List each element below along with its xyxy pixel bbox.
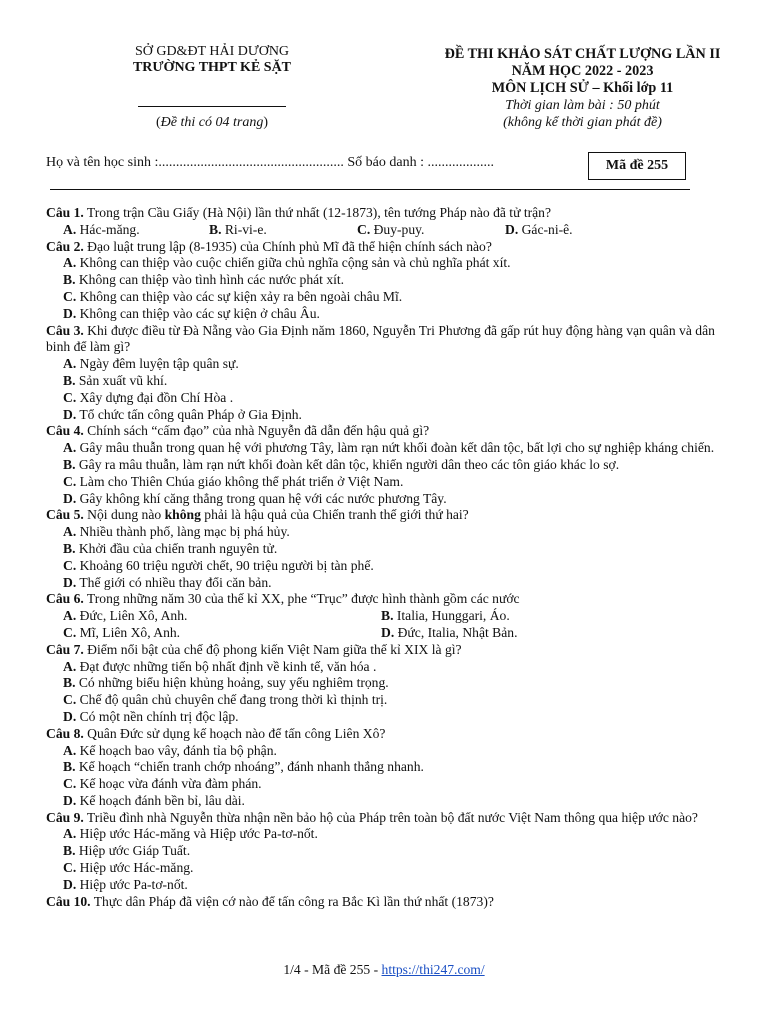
question-text: Thực dân Pháp đã viện cớ nào để tấn công ra Bắc Kì lần thứ nhất (1873)? xyxy=(90,893,494,909)
school-header xyxy=(92,44,332,131)
question-number: Câu 9. xyxy=(46,809,84,825)
option-d: D. Thế giới có nhiều thay đổi căn bản. xyxy=(63,574,272,590)
option-b: B. Gây ra mâu thuẫn, làm rạn nứt khối đoàn kết dân tộc, khiến người dân theo các tôn giáo khác lo sợ. xyxy=(63,456,620,472)
option-d: D. Gác-ni-ê. xyxy=(505,221,573,237)
header-rule xyxy=(50,189,690,190)
school-name: TRƯỜNG THPT KẺ SẶT xyxy=(132,60,292,75)
options-row xyxy=(46,608,736,625)
option-b: B. Không can thiệp vào tình hình các nước phát xít. xyxy=(63,272,345,288)
department-name: SỞ GD&ĐT HẢI DƯƠNG xyxy=(134,44,290,59)
question-number: Câu 6. xyxy=(46,591,84,607)
question-4 xyxy=(46,423,736,440)
exam-code-box: Mã đề 255 xyxy=(588,152,686,180)
option-b: B. Kế hoạch “chiến tranh chớp nhoáng”, đánh nhanh thắng nhanh. xyxy=(63,759,424,775)
option-b: B. Hiệp ước Giáp Tuất. xyxy=(63,843,191,859)
option-a: A. Đạt được những tiến bộ nhất định về kinh tế, văn hóa . xyxy=(63,658,377,674)
exam-header xyxy=(400,46,765,131)
question-7 xyxy=(46,642,736,659)
question-text: Chính sách “cấm đạo” của nhà Nguyễn đã dẫn đến hậu quả gì? xyxy=(83,423,430,439)
question-number: Câu 2. xyxy=(46,238,84,254)
question-8 xyxy=(46,726,736,743)
option-a: A. Nhiều thành phố, làng mạc bị phá hủy. xyxy=(63,524,290,540)
option-c: C. Đuy-puy. xyxy=(357,221,425,237)
question-text: Trong trận Cầu Giấy (Hà Nội) lần thứ nhất (12-1873), tên tướng Pháp nào đã tử trận? xyxy=(83,205,552,220)
question-number: Câu 1. xyxy=(46,205,84,220)
option-d: D. Không can thiệp vào các sự kiện ở châu Âu. xyxy=(63,305,320,321)
option-c: C. Làm cho Thiên Chúa giáo không thể phát triển ở Việt Nam. xyxy=(63,473,404,489)
option-d: D. Hiệp ước Pa-tơ-nốt. xyxy=(63,876,188,892)
question-number: Câu 10. xyxy=(46,893,91,909)
option-a: A. Hiệp ước Hác-măng và Hiệp ước Pa-tơ-nốt. xyxy=(63,826,318,842)
question-text: phải là hậu quả của Chiến tranh thế giới thứ hai? xyxy=(200,507,469,523)
emphasis-word: không xyxy=(164,507,201,523)
question-number: Câu 8. xyxy=(46,725,84,741)
question-text: Điểm nổi bật của chế độ phong kiến Việt Nam giữa thế kỉ XIX là gì? xyxy=(83,641,462,657)
page-count-note: (Đề thi có 04 trang) xyxy=(156,115,268,130)
question-text: Nội dung nào xyxy=(83,507,165,523)
option-d: D. Gây không khí căng thẳng trong quan hệ với các nước phương Tây. xyxy=(63,490,447,506)
question-3 xyxy=(46,323,736,357)
option-b: B. Khởi đầu của chiến tranh nguyên tử. xyxy=(63,540,278,556)
option-b: B. Italia, Hunggari, Áo. xyxy=(381,608,510,624)
question-list xyxy=(46,205,736,910)
time-limit: Thời gian làm bài : 50 phút xyxy=(505,98,660,113)
option-d: D. Có một nền chính trị độc lập. xyxy=(63,708,239,724)
question-10 xyxy=(46,894,736,911)
question-6 xyxy=(46,591,736,608)
question-text: Đạo luật trung lập (8-1935) của Chính phủ Mĩ đã thể hiện chính sách nào? xyxy=(83,238,492,254)
question-text: Khi được điều từ Đà Nẵng vào Gia Định năm 1860, Nguyễn Tri Phương đã gấp rút huy động hàng vạn quân và dân binh để làm gì? xyxy=(46,322,715,355)
time-note: (không kể thời gian phát đề) xyxy=(503,115,662,130)
option-a: A. Kế hoạch bao vây, đánh tỉa bộ phận. xyxy=(63,742,277,758)
question-number: Câu 3. xyxy=(46,322,84,338)
option-c: C. Kế hoạc vừa đánh vừa đàm phán. xyxy=(63,776,262,792)
footer-text: 1/4 - Mã đề 255 - xyxy=(283,962,382,977)
question-5 xyxy=(46,507,736,524)
option-b: B. Sản xuất vũ khí. xyxy=(63,372,168,388)
option-a: A. Không can thiệp vào cuộc chiến giữa chủ nghĩa cộng sản và chủ nghĩa phát xít. xyxy=(63,255,511,271)
question-1 xyxy=(46,205,736,222)
option-c: C. Khoảng 60 triệu người chết, 90 triệu người bị tàn phế. xyxy=(63,557,374,573)
option-b: B. Có những biểu hiện khủng hoảng, suy yếu nghiêm trọng. xyxy=(63,675,389,691)
exam-title: ĐỀ THI KHẢO SÁT CHẤT LƯỢNG LẦN II xyxy=(444,46,721,62)
question-text: Trong những năm 30 của thế kỉ XX, phe “Trục” được hình thành gồm các nước xyxy=(83,591,520,607)
option-c: C. Mĩ, Liên Xô, Anh. xyxy=(63,624,181,640)
student-info-line: Họ và tên học sinh :..................................................... Số báo danh : ................... xyxy=(46,155,494,170)
page-footer xyxy=(0,962,768,978)
option-c: C. Chế độ quân chủ chuyên chế đang trong thời kì thịnh trị. xyxy=(63,692,388,708)
question-2 xyxy=(46,239,736,256)
question-text: Triều đình nhà Nguyễn thừa nhận nền bảo hộ của Pháp trên toàn bộ đất nước Việt Nam thông qua hiệp ước nào? xyxy=(83,809,698,825)
option-c: C. Không can thiệp vào các sự kiện xảy ra bên ngoài châu Mĩ. xyxy=(63,288,403,304)
question-number: Câu 7. xyxy=(46,641,84,657)
subject-line: MÔN LỊCH SỬ – Khối lớp 11 xyxy=(491,80,674,96)
options-row xyxy=(46,625,736,642)
header-divider xyxy=(138,106,286,107)
option-c: C. Hiệp ước Hác-măng. xyxy=(63,860,194,876)
option-d: D. Đức, Italia, Nhật Bản. xyxy=(381,624,518,640)
options-row xyxy=(46,222,736,239)
option-a: A. Đức, Liên Xô, Anh. xyxy=(63,608,188,624)
question-text: Quân Đức sử dụng kế hoạch nào để tấn công Liên Xô? xyxy=(83,725,386,741)
question-9 xyxy=(46,810,736,827)
school-year: NĂM HỌC 2022 - 2023 xyxy=(511,63,654,79)
option-c: C. Xây dựng đại đồn Chí Hòa . xyxy=(63,389,234,405)
question-number: Câu 4. xyxy=(46,423,84,439)
footer-link[interactable]: https://thi247.com/ xyxy=(381,962,485,977)
option-b: B. Ri-vi-e. xyxy=(209,221,267,237)
question-number: Câu 5. xyxy=(46,507,84,523)
option-a: A. Hác-măng. xyxy=(63,221,140,237)
option-a: A. Ngày đêm luyện tập quân sự. xyxy=(63,356,239,372)
option-d: D. Kế hoạch đánh bền bỉ, lâu dài. xyxy=(63,792,245,808)
option-a: A. Gây mâu thuẫn trong quan hệ với phương Tây, làm rạn nứt khối đoàn kết dân tộc, bất lợi cho sự nghiệp kháng chiến. xyxy=(63,440,715,456)
option-d: D. Tổ chức tấn công quân Pháp ở Gia Định. xyxy=(63,406,302,422)
